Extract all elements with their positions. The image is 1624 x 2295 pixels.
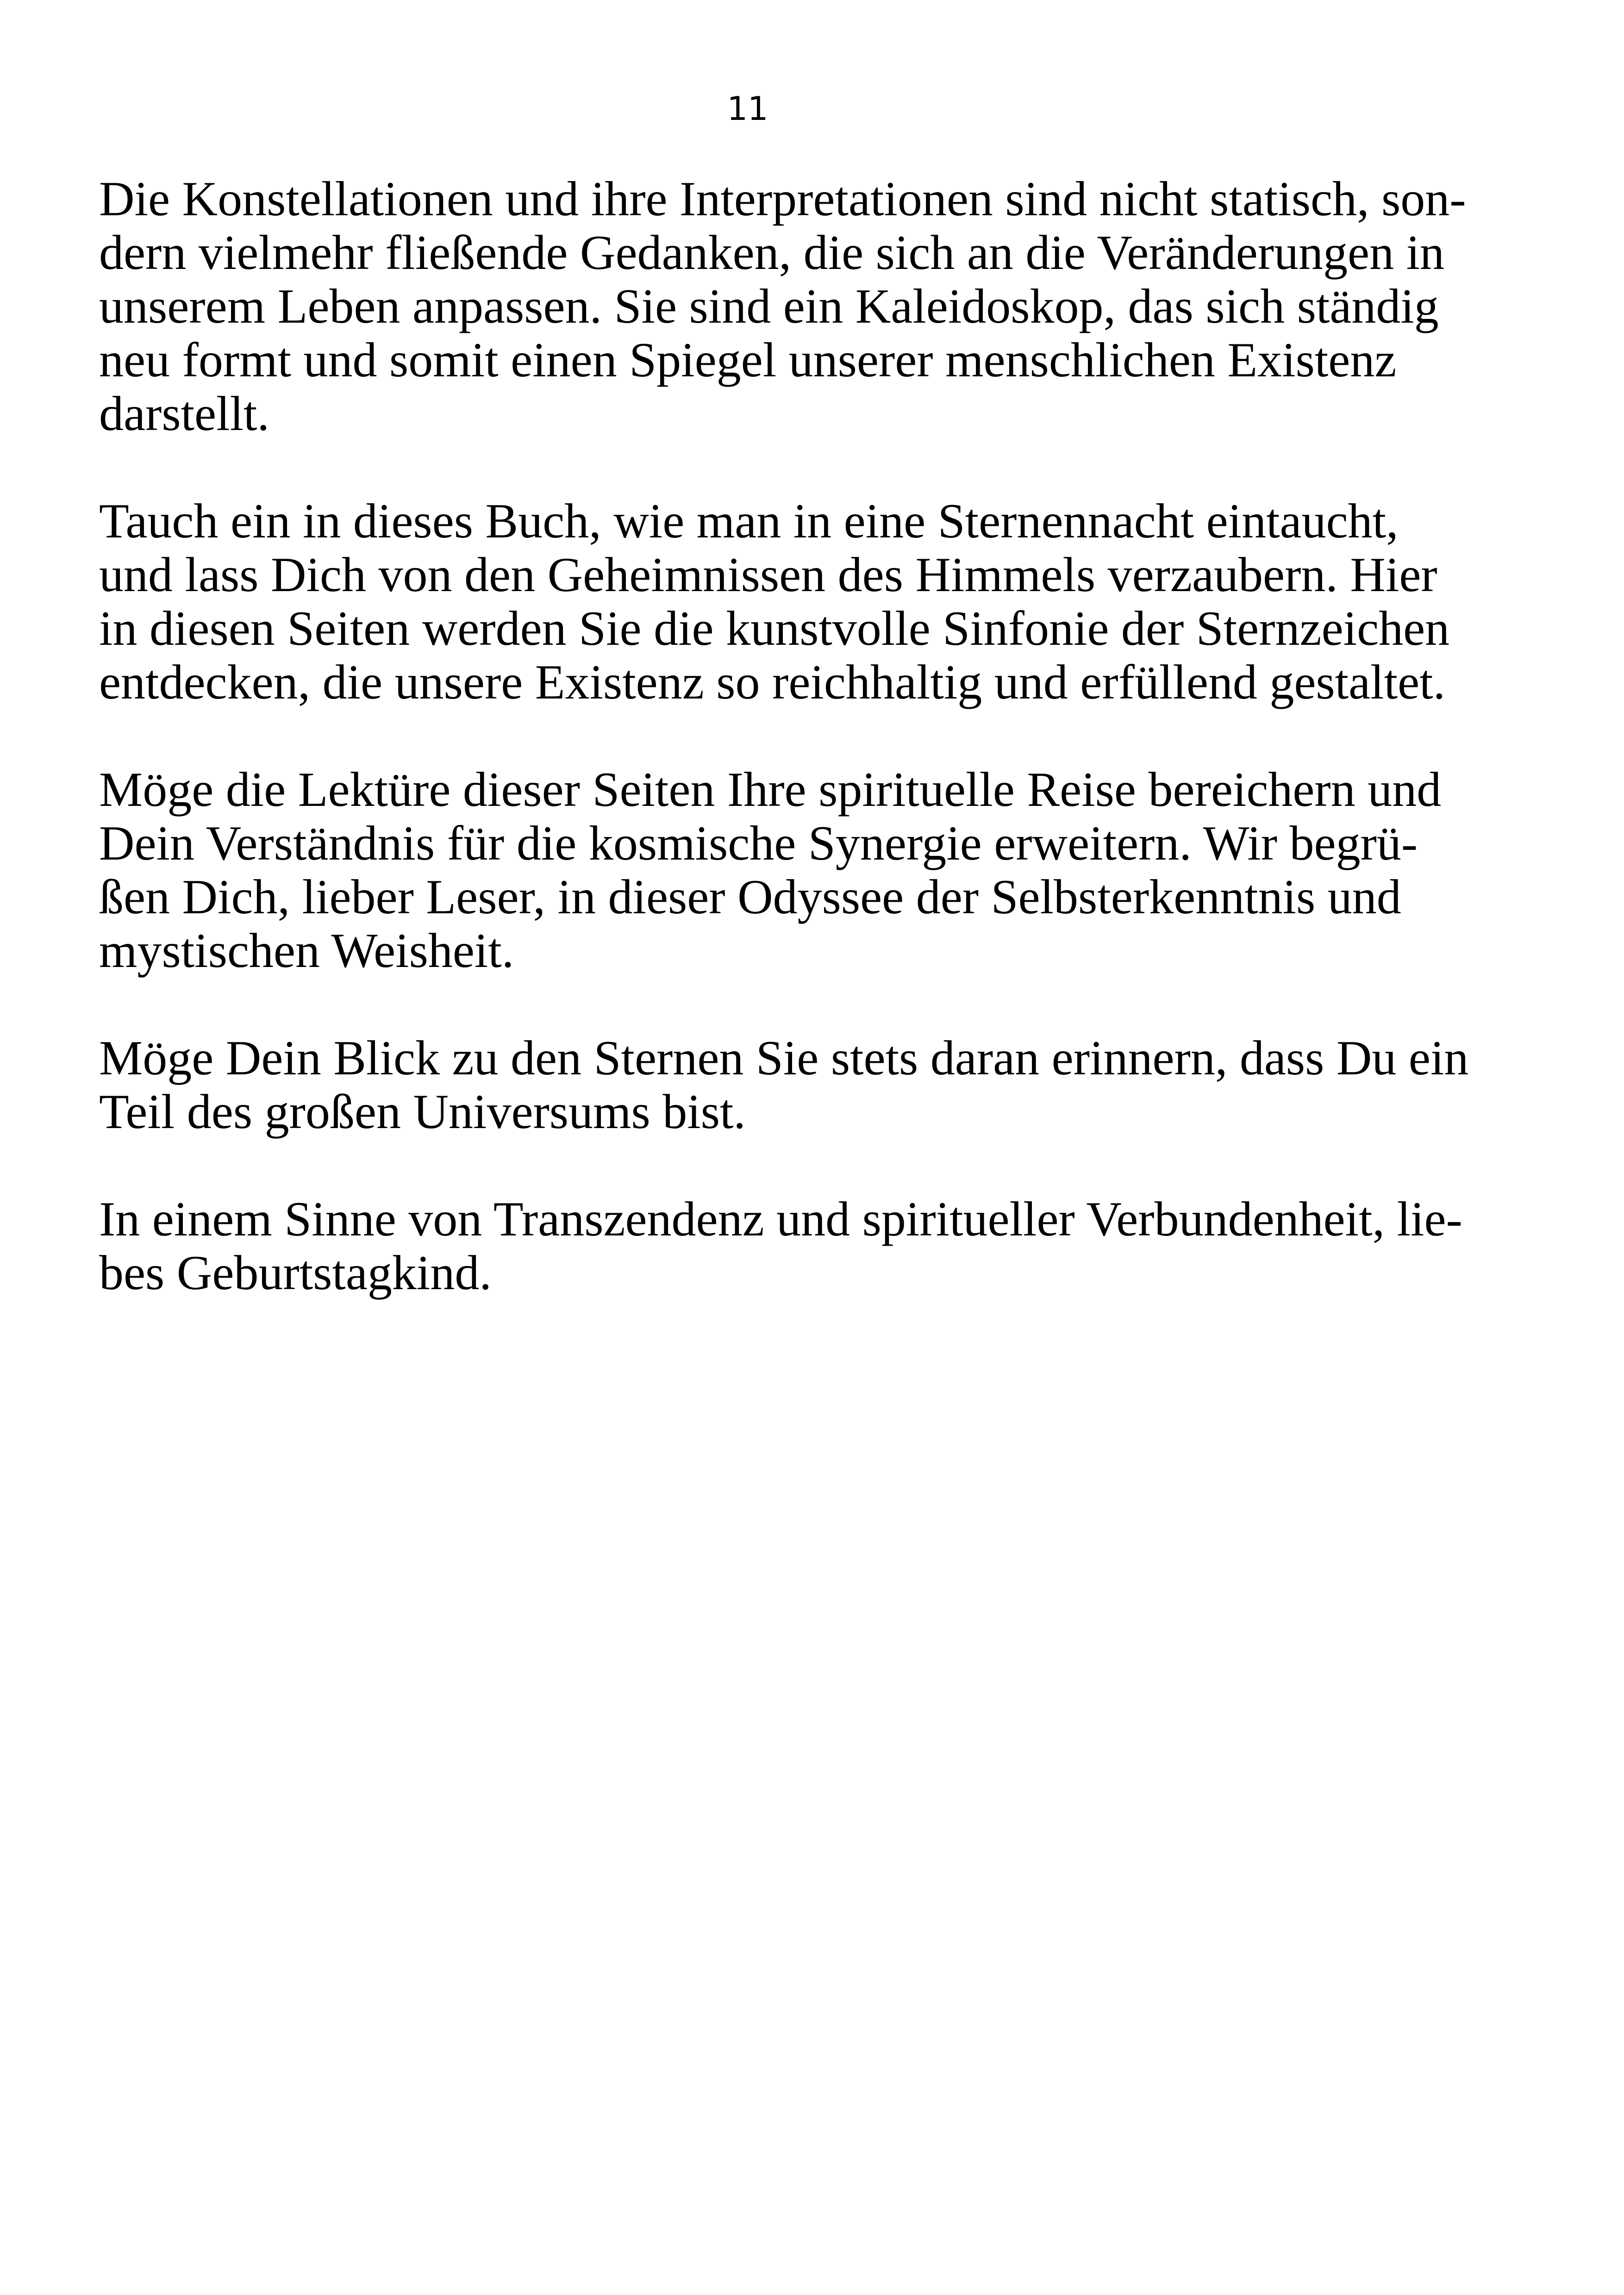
- text-line: Teil des großen Universums bist.: [99, 1085, 746, 1139]
- text-line: Die Konstellationen und ihre Interpretationen sind nicht statisch, son-: [99, 172, 1466, 226]
- paragraph-4: [99, 1031, 1534, 1139]
- page-number: 11: [727, 90, 768, 128]
- text-line: darstellt.: [99, 387, 269, 441]
- text-line: Möge Dein Blick zu den Sternen Sie stets daran erinnern, dass Du ein: [99, 1031, 1469, 1085]
- text-line: ßen Dich, lieber Leser, in dieser Odyssee der Selbsterkenntnis und: [99, 870, 1401, 924]
- text-line: Tauch ein in dieses Buch, wie man in eine Sternennacht eintaucht,: [99, 494, 1399, 548]
- text-line: bes Geburtstagkind.: [99, 1246, 492, 1300]
- paragraph-3: [99, 763, 1534, 978]
- paragraph-5: [99, 1192, 1534, 1300]
- text-line: neu formt und somit einen Spiegel unserer menschlichen Existenz: [99, 333, 1397, 387]
- text-line: dern vielmehr fließende Gedanken, die sich an die Veränderungen in: [99, 225, 1445, 280]
- paragraph-2: [99, 494, 1534, 709]
- text-line: Dein Verständnis für die kosmische Synergie erweitern. Wir begrü-: [99, 816, 1418, 870]
- text-line: unserem Leben anpassen. Sie sind ein Kaleidoskop, das sich ständig: [99, 279, 1439, 333]
- text-line: mystischen Weisheit.: [99, 923, 514, 978]
- text-line: und lass Dich von den Geheimnissen des Himmels verzaubern. Hier: [99, 548, 1437, 602]
- text-line: In einem Sinne von Transzendenz und spiritueller Verbundenheit, lie-: [99, 1192, 1462, 1246]
- text-line: entdecken, die unsere Existenz so reichhaltig und erfüllend gestaltet.: [99, 655, 1446, 709]
- paragraph-1: [99, 172, 1534, 441]
- text-line: Möge die Lektüre dieser Seiten Ihre spirituelle Reise bereichern und: [99, 762, 1442, 817]
- body-text: [99, 172, 1534, 1353]
- text-line: in diesen Seiten werden Sie die kunstvolle Sinfonie der Sternzeichen: [99, 601, 1450, 655]
